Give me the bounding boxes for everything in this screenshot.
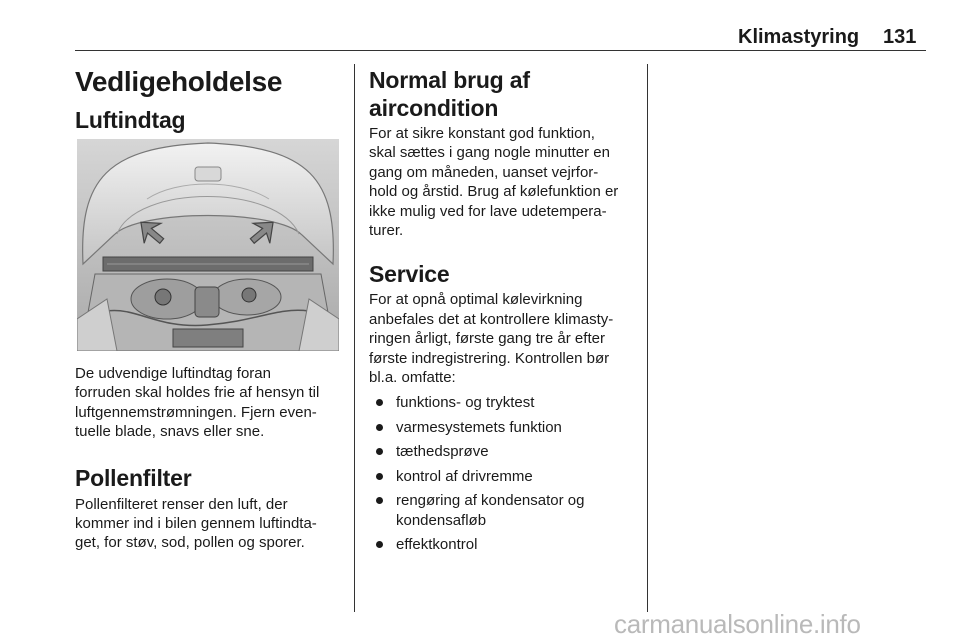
column-divider-2 xyxy=(647,64,648,612)
middle-column xyxy=(369,66,641,559)
section-title: Klimastyring xyxy=(738,26,860,48)
engine-bay-illustration xyxy=(77,139,339,351)
bullet-icon xyxy=(376,473,383,480)
bullet-icon xyxy=(376,399,383,406)
heading-service: Service xyxy=(369,261,450,288)
service-paragraph: For at opnå optimal kølevirkning anbefales det at kontrollere klimasty- ringen årligt, første gang tre år efter første indregistrering. Kontrollen bør bl.a. omfatte: xyxy=(369,291,614,387)
bullet-icon xyxy=(376,424,383,431)
list-item: varmesystemets funktion xyxy=(369,418,641,437)
heading-pollen-filter: Pollenfilter xyxy=(75,464,192,491)
left-column xyxy=(75,66,345,134)
ac-paragraph: For at sikre konstant god funktion, skal sættes i gang nogle minutter en gang om måneden, uanset vejrfor- hold og årstid. Brug af kølefunktion er ikke mulig ved for lave udetempera- turer. xyxy=(369,125,619,240)
heading-maintenance: Vedligeholdelse xyxy=(75,66,283,97)
bullet-icon xyxy=(376,541,383,548)
list-item: rengøring af kondensator og kondensafløb xyxy=(369,491,641,530)
page-number: 131 xyxy=(883,26,917,48)
list-item: kontrol af drivremme xyxy=(369,467,641,486)
left-column-text xyxy=(75,364,347,553)
service-checklist xyxy=(369,393,641,554)
heading-ac-normal-use: Normal brug af aircondition xyxy=(369,67,530,121)
watermark: carmanualsonline.info xyxy=(614,609,861,639)
list-item: tæthedsprøve xyxy=(369,442,641,461)
list-item: effektkontrol xyxy=(369,535,641,554)
subheading-air-intake: Luftindtag xyxy=(75,107,186,133)
pollen-filter-paragraph: Pollenfilteret renser den luft, der kommer ind i bilen gennem luftindta- get, for støv, sod, pollen og sporer. xyxy=(75,495,317,552)
bullet-icon xyxy=(376,448,383,455)
air-intake-paragraph: De udvendige luftindtag foran forruden skal holdes frie af hensyn til luftgennemstrømningen. Fjern even- tuelle blade, snavs eller sne. xyxy=(75,365,320,441)
bullet-icon xyxy=(376,497,383,504)
column-divider-1 xyxy=(354,64,355,612)
header-divider xyxy=(75,50,926,51)
list-item: funktions- og tryktest xyxy=(369,393,641,412)
